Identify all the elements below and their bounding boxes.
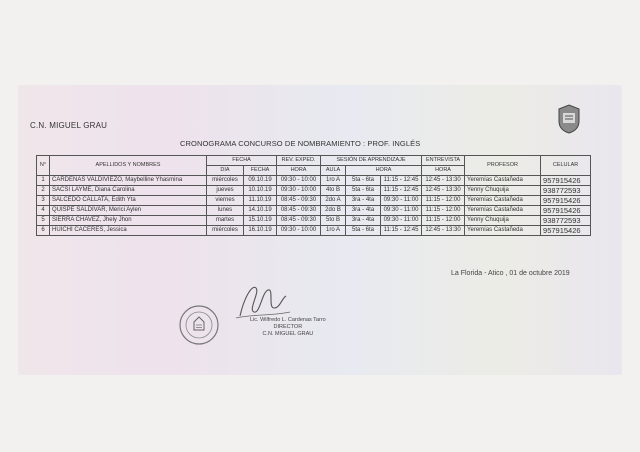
row-aula: 5to B: [321, 216, 346, 226]
row-grado: 3ra - 4ta: [346, 196, 381, 206]
row-grado: 5ta - 6ta: [346, 186, 381, 196]
row-num: 4: [37, 206, 50, 216]
header-rev-hora: HORA: [277, 166, 321, 176]
table-row: [37, 206, 591, 216]
signer-name: Lic. Wilfredo L. Cardenas Tarro: [250, 317, 326, 323]
row-entrevista: 11:15 - 12:00: [422, 196, 465, 206]
row-dia: lunes: [207, 206, 244, 216]
header-names: APELLIDOS Y NOMBRES: [50, 156, 207, 176]
row-num: 2: [37, 186, 50, 196]
place-date: La Florida - Atico , 01 de octubre 2019: [451, 270, 570, 277]
row-profesor: Yenny Chuquija: [465, 186, 541, 196]
table-row: [37, 196, 591, 206]
row-aula: 1ro A: [321, 226, 346, 236]
row-grado: 3ra - 4ta: [346, 206, 381, 216]
header-num: N°: [37, 156, 50, 176]
header-sesion-hora: HORA: [346, 166, 422, 176]
table-row: [37, 176, 591, 186]
row-entrevista: 12:45 - 13:30: [422, 186, 465, 196]
row-entrevista: 12:45 - 13:30: [422, 176, 465, 186]
row-profesor: Yenny Chuquija: [465, 216, 541, 226]
row-aula: 1ro A: [321, 176, 346, 186]
row-celular: 957915426: [541, 226, 591, 236]
row-fecha: 14.10.19: [244, 206, 277, 216]
row-aula: 2do B: [321, 206, 346, 216]
row-celular: 957915426: [541, 196, 591, 206]
header-celular: CELULAR: [541, 156, 591, 176]
row-name: SALCEDO CALLATA, Edith Yta: [50, 196, 207, 206]
document-title: CRONOGRAMA CONCURSO DE NOMBRAMIENTO : PROF. INGLÉS: [180, 139, 421, 148]
header-profesor: PROFESOR: [465, 156, 541, 176]
row-rev: 08:45 - 09:30: [277, 216, 321, 226]
row-entrevista: 12:45 - 13:30: [422, 226, 465, 236]
row-aula: 4to B: [321, 186, 346, 196]
header-rev: REV. EXPED.: [277, 156, 321, 166]
header-fecha: FECHA: [207, 156, 277, 166]
row-grado: 5ta - 6ta: [346, 176, 381, 186]
header-fecha-sub: FECHA: [244, 166, 277, 176]
row-fecha: 10.10.19: [244, 186, 277, 196]
table-row: [37, 226, 591, 236]
row-sesion: 09:30 - 11:00: [381, 216, 422, 226]
row-fecha: 16.10.19: [244, 226, 277, 236]
row-dia: miércoles: [207, 226, 244, 236]
row-num: 5: [37, 216, 50, 226]
row-fecha: 11.10.19: [244, 196, 277, 206]
row-profesor: Yeremías Castañeda: [465, 226, 541, 236]
schedule-table: [36, 155, 591, 236]
row-sesion: 11:15 - 12:45: [381, 176, 422, 186]
row-dia: martes: [207, 216, 244, 226]
row-entrevista: 11:15 - 12:00: [422, 216, 465, 226]
row-fecha: 09.10.19: [244, 176, 277, 186]
row-celular: 957915426: [541, 206, 591, 216]
row-aula: 2do A: [321, 196, 346, 206]
row-rev: 08:45 - 09:30: [277, 206, 321, 216]
table-row: [37, 216, 591, 226]
signer-school: C.N. MIGUEL GRAU: [262, 331, 314, 337]
header-aula: AULA: [321, 166, 346, 176]
row-celular: 957915426: [541, 176, 591, 186]
row-dia: viernes: [207, 196, 244, 206]
row-num: 6: [37, 226, 50, 236]
row-sesion: 09:30 - 11:00: [381, 206, 422, 216]
row-name: QUISPE SALDIVAR, Merici Aylen: [50, 206, 207, 216]
row-fecha: 15.10.19: [244, 216, 277, 226]
row-name: CARDENAS VALDIVIEZO, Maybelline Yhasmina: [50, 176, 207, 186]
row-grado: 3ra - 4ta: [346, 216, 381, 226]
row-entrevista: 11:15 - 12:00: [422, 206, 465, 216]
row-rev: 09:30 - 10:00: [277, 186, 321, 196]
signer-role: DIRECTOR: [273, 324, 303, 330]
school-crest-icon: [556, 103, 582, 135]
row-dia: miércoles: [207, 176, 244, 186]
row-sesion: 11:15 - 12:45: [381, 226, 422, 236]
row-grado: 5ta - 6ta: [346, 226, 381, 236]
signer-block: [250, 317, 326, 338]
row-rev: 09:30 - 10:00: [277, 176, 321, 186]
row-sesion: 09:30 - 11:00: [381, 196, 422, 206]
row-sesion: 11:15 - 12:45: [381, 186, 422, 196]
header-entrevista: ENTREVISTA: [422, 156, 465, 166]
table-row: [37, 186, 591, 196]
official-seal-icon: [178, 304, 220, 346]
row-rev: 08:45 - 09:30: [277, 196, 321, 206]
row-celular: 938772593: [541, 216, 591, 226]
row-num: 3: [37, 196, 50, 206]
row-rev: 09:30 - 10:00: [277, 226, 321, 236]
row-name: SACSI LAYME, Diana Carolina: [50, 186, 207, 196]
row-celular: 938772593: [541, 186, 591, 196]
row-profesor: Yeremías Castañeda: [465, 196, 541, 206]
header-entrevista-hora: HORA: [422, 166, 465, 176]
row-dia: jueves: [207, 186, 244, 196]
row-num: 1: [37, 176, 50, 186]
school-name: C.N. MIGUEL GRAU: [30, 121, 108, 130]
header-dia: DIA: [207, 166, 244, 176]
header-sesion: SESIÓN DE APRENDIZAJE: [321, 156, 422, 166]
row-profesor: Yeremías Castañeda: [465, 206, 541, 216]
row-name: HUICHI CACERES, Jessica: [50, 226, 207, 236]
row-profesor: Yeremías Castañeda: [465, 176, 541, 186]
row-name: SIERRA CHAVEZ, Jhely Jhon: [50, 216, 207, 226]
